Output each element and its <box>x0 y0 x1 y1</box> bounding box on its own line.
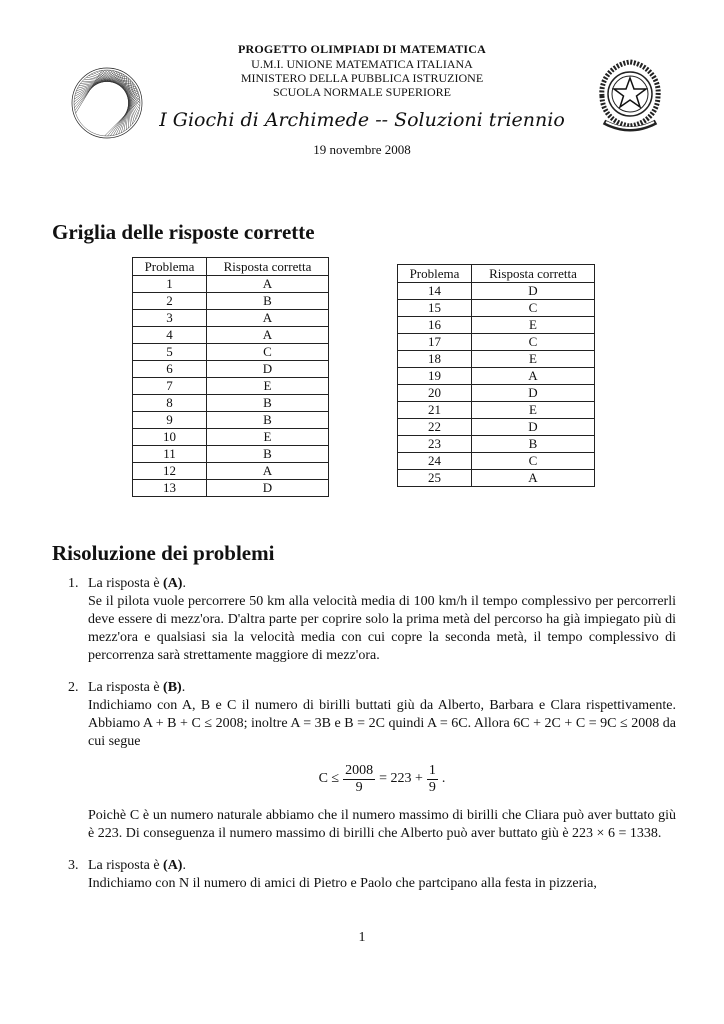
correct-answer-cell: D <box>472 283 595 300</box>
correct-answer-cell: C <box>472 334 595 351</box>
solution-item <box>52 857 676 893</box>
table-row <box>398 351 595 368</box>
header-block <box>150 42 574 99</box>
column-header-answer: Risposta corretta <box>207 258 329 276</box>
correct-answer-cell: A <box>472 368 595 385</box>
solution-item <box>52 679 676 843</box>
header-line-project: PROGETTO OLIMPIADI DI MATEMATICA <box>237 42 487 56</box>
correct-answer-cell: C <box>472 300 595 317</box>
problem-number-cell: 2 <box>133 293 207 310</box>
table-row <box>133 327 329 344</box>
problem-number-cell: 18 <box>398 351 472 368</box>
solution-text: Poichè C è un numero naturale abbiamo che il numero massimo di birilli che Cliara può aver buttato giù è 223. Di conseguenza il numero massimo di birilli che Alberto può aver buttato giù è 223 × 6 = 1338. <box>88 808 676 841</box>
correct-answer-cell: A <box>207 276 329 293</box>
table-row <box>398 334 595 351</box>
correct-answer-cell: B <box>207 412 329 429</box>
problem-number-cell: 21 <box>398 402 472 419</box>
fraction: $\frac{1}{9}$ <box>428 762 436 795</box>
problem-number-cell: 3 <box>133 310 207 327</box>
solution-number: 1. <box>68 576 79 591</box>
column-header-problem: Problema <box>133 258 207 276</box>
table-header-row <box>398 265 595 283</box>
problem-number-cell: 8 <box>133 395 207 412</box>
problem-number-cell: 9 <box>133 412 207 429</box>
correct-answer-cell: D <box>472 385 595 402</box>
solution-answer: (B) <box>163 680 182 695</box>
correct-answer-cell: C <box>207 344 329 361</box>
problem-number-cell: 11 <box>133 446 207 463</box>
table-row <box>133 395 329 412</box>
table-row <box>133 293 329 310</box>
column-header-problem: Problema <box>398 265 472 283</box>
solution-text: Se il pilota vuole percorrere 50 km alla velocità media di 100 km/h il tempo complessivo per percorrerli deve essere di mezz'ora. D'altra parte per coprire solo la prima metà del percorso ha già impiegato più di mezz'ora e qualsiasi sia la velocità media con cui copre la seconda metà, il tempo complessivo di percorrenza sarà strettamente maggiore di mezz'ora. <box>88 594 676 663</box>
problem-number-cell: 13 <box>133 480 207 497</box>
table-row <box>133 412 329 429</box>
correct-answer-cell: B <box>207 395 329 412</box>
emblem-star-logo <box>592 56 668 138</box>
correct-answer-cell: E <box>207 378 329 395</box>
answers-table-right <box>397 264 595 487</box>
correct-answer-cell: E <box>472 402 595 419</box>
problem-number-cell: 23 <box>398 436 472 453</box>
solution-text: Indichiamo con N il numero di amici di Pietro e Paolo che partcipano alla festa in pizzeria, <box>88 876 597 891</box>
table-row <box>133 429 329 446</box>
correct-answer-cell: B <box>472 436 595 453</box>
solution-answer-line: La risposta è (A). <box>88 576 186 591</box>
table-row <box>133 463 329 480</box>
grid-section-title: Griglia delle risposte corrette <box>52 220 315 244</box>
correct-answer-cell: A <box>207 310 329 327</box>
table-row <box>398 419 595 436</box>
problem-number-cell: 25 <box>398 470 472 487</box>
correct-answer-cell: C <box>472 453 595 470</box>
problem-number-cell: 17 <box>398 334 472 351</box>
problem-number-cell: 4 <box>133 327 207 344</box>
problem-number-cell: 5 <box>133 344 207 361</box>
correct-answer-cell: E <box>207 429 329 446</box>
problem-number-cell: 14 <box>398 283 472 300</box>
correct-answer-cell: E <box>472 351 595 368</box>
solutions-list <box>52 575 676 907</box>
correct-answer-cell: A <box>207 463 329 480</box>
table-row <box>133 310 329 327</box>
problem-number-cell: 15 <box>398 300 472 317</box>
circle-lines-logo <box>70 66 144 140</box>
page-number: 1 <box>358 930 366 945</box>
problem-number-cell: 6 <box>133 361 207 378</box>
correct-answer-cell: A <box>207 327 329 344</box>
table-row <box>398 402 595 419</box>
solution-number: 2. <box>68 680 79 695</box>
header-line-school: SCUOLA NORMALE SUPERIORE <box>272 85 452 99</box>
solution-answer: (A) <box>163 576 183 591</box>
problem-number-cell: 24 <box>398 453 472 470</box>
correct-answer-cell: E <box>472 317 595 334</box>
problem-number-cell: 12 <box>133 463 207 480</box>
table-row <box>398 436 595 453</box>
correct-answer-cell: B <box>207 293 329 310</box>
table-row <box>398 453 595 470</box>
correct-answer-cell: D <box>207 480 329 497</box>
solution-item <box>52 575 676 665</box>
problem-number-cell: 20 <box>398 385 472 402</box>
table-row <box>398 283 595 300</box>
solution-answer-line: La risposta è (B). <box>88 680 186 695</box>
table-row <box>133 276 329 293</box>
correct-answer-cell: A <box>472 470 595 487</box>
header-line-ministry: MINISTERO DELLA PUBBLICA ISTRUZIONE <box>240 71 484 85</box>
table-row <box>398 385 595 402</box>
solution-text: Indichiamo con A, B e C il numero di birilli buttati giù da Alberto, Barbara e Clara rispettivamente. Abbiamo A + B + C ≤ 2008; inoltre A = 3B e B = 2C quindi A = 6C. Allora 6C + 2C + C = 9C ≤ 2008 da cui segue <box>88 698 676 749</box>
problem-number-cell: 22 <box>398 419 472 436</box>
table-row <box>133 361 329 378</box>
correct-answer-cell: D <box>207 361 329 378</box>
solutions-section-title: Risoluzione dei problemi <box>52 541 275 565</box>
problem-number-cell: 19 <box>398 368 472 385</box>
problem-number-cell: 7 <box>133 378 207 395</box>
problem-number-cell: 10 <box>133 429 207 446</box>
table-row <box>398 470 595 487</box>
problem-number-cell: 1 <box>133 276 207 293</box>
document-subtitle: I Giochi di Archimede -- Soluzioni triennio <box>159 109 565 131</box>
table-row <box>133 344 329 361</box>
header-line-umi: U.M.I. UNIONE MATEMATICA ITALIANA <box>251 57 473 71</box>
column-header-answer: Risposta corretta <box>472 265 595 283</box>
table-row <box>133 378 329 395</box>
correct-answer-cell: B <box>207 446 329 463</box>
answers-table-left <box>132 257 329 497</box>
formula-display: C ≤ $\frac{2008}{9}$ = 223 + $\frac{1}{9}$ . <box>318 762 446 795</box>
table-row <box>398 368 595 385</box>
fraction: $\frac{2008}{9}$ <box>345 762 374 795</box>
solution-answer-line: La risposta è (A). <box>88 858 186 873</box>
solution-answer: (A) <box>163 858 183 873</box>
table-header-row <box>133 258 329 276</box>
table-row <box>398 317 595 334</box>
table-row <box>133 446 329 463</box>
problem-number-cell: 16 <box>398 317 472 334</box>
table-row <box>398 300 595 317</box>
document-date: 19 novembre 2008 <box>313 142 411 157</box>
solution-number: 3. <box>68 858 79 873</box>
table-row <box>133 480 329 497</box>
correct-answer-cell: D <box>472 419 595 436</box>
